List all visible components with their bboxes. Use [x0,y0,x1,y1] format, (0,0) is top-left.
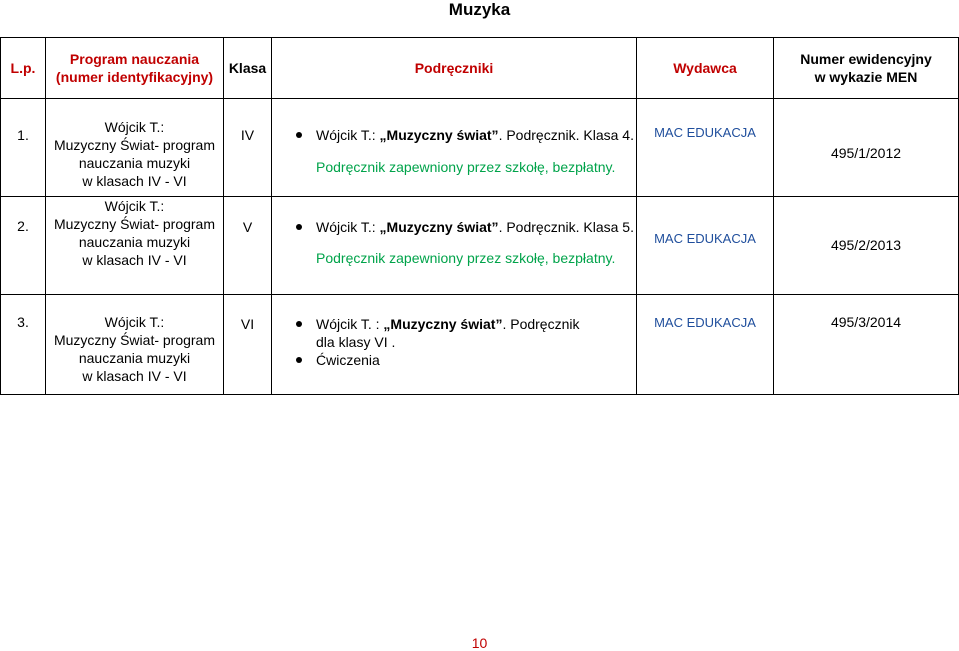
program-line: nauczania muzyki [78,234,191,250]
book-author: Wójcik T. : [316,316,384,332]
header-program-line2: (numer identyfikacyjny) [55,69,214,85]
page-number: 10 [471,635,488,651]
program-line: Muzyczny Świat- program [53,332,216,348]
row-program [46,295,223,385]
row-lp: 2. [17,218,29,234]
row-lp-cell [1,295,46,395]
header-program-line1: Program nauczania [69,51,200,67]
book-item [296,126,636,144]
program-line: Muzyczny Świat- program [53,137,216,153]
row-wydawca-cell [637,99,774,197]
program-line: nauczania muzyki [78,350,191,366]
row-program-cell [46,99,224,197]
book-details: . Podręcznik. Klasa 5. [498,219,634,235]
table-row [1,197,959,295]
program-line: Wójcik T.: [104,119,165,135]
workbook-label: Ćwiczenia [316,352,380,368]
table-row [1,99,959,197]
book-list [272,315,636,369]
row-klasa: IV [240,127,255,143]
book-details-line2: dla klasy VI . [316,334,396,350]
program-line: Wójcik T.: [104,314,165,330]
row-klasa: VI [240,316,255,332]
header-lp: L.p. [1,38,46,99]
book-list [272,126,636,144]
row-program-cell [46,197,224,295]
row-klasa-cell [224,99,272,197]
table-row [1,295,959,395]
row-books-cell [272,197,637,295]
program-line: w klasach IV - VI [82,173,187,189]
book-author: Wójcik T.: [316,219,380,235]
book-item [296,351,636,369]
row-lp: 3. [17,314,29,330]
program-line: Muzyczny Świat- program [53,216,216,232]
page-title: Muzyka [448,0,511,19]
book-title: „Muzyczny świat” [379,219,499,235]
row-program [46,99,223,190]
row-lp: 1. [17,127,29,143]
table-header-row [1,38,959,99]
header-numer [774,38,959,99]
row-klasa-cell [224,197,272,295]
program-line: w klasach IV - VI [82,368,187,384]
row-program [46,197,223,269]
row-numer: 495/2/2013 [830,237,902,253]
row-wydawca-cell [637,295,774,395]
book-title: „Muzyczny świat” [383,316,503,332]
header-numer-line1: Numer ewidencyjny [800,51,932,67]
row-numer-cell [774,295,959,395]
row-wydawca: MAC EDUKACJA [654,315,756,330]
row-wydawca-cell [637,197,774,295]
row-numer-cell [774,99,959,197]
row-books-cell [272,295,637,395]
header-podreczniki: Podręczniki [272,38,637,99]
row-program-cell [46,295,224,395]
row-lp-cell [1,197,46,295]
curriculum-table [0,37,959,395]
row-klasa-cell [224,295,272,395]
program-line: nauczania muzyki [78,155,191,171]
header-wydawca: Wydawca [637,38,774,99]
book-details: . Podręcznik. Klasa 4. [498,127,634,143]
row-numer-cell [774,197,959,295]
row-numer: 495/1/2012 [830,145,902,161]
header-numer-line2: w wykazie MEN [814,69,918,85]
book-title: „Muzyczny świat” [379,127,499,143]
row-lp-cell [1,99,46,197]
book-author: Wójcik T.: [316,127,380,143]
row-wydawca: MAC EDUKACJA [654,231,756,246]
row-books-cell [272,99,637,197]
book-item [296,218,636,236]
row-wydawca: MAC EDUKACJA [654,125,756,140]
header-klasa: Klasa [224,38,272,99]
program-line: Wójcik T.: [104,198,165,214]
book-list [272,218,636,236]
book-details: . Podręcznik [502,316,580,332]
free-book-note: Podręcznik zapewniony przez szkołę, bezpłatny. [316,250,616,266]
program-line: w klasach IV - VI [82,252,187,268]
header-program [46,38,224,99]
free-book-note: Podręcznik zapewniony przez szkołę, bezpłatny. [316,159,616,175]
book-item [296,315,636,351]
row-klasa: V [242,219,253,235]
row-numer: 495/3/2014 [830,314,902,330]
